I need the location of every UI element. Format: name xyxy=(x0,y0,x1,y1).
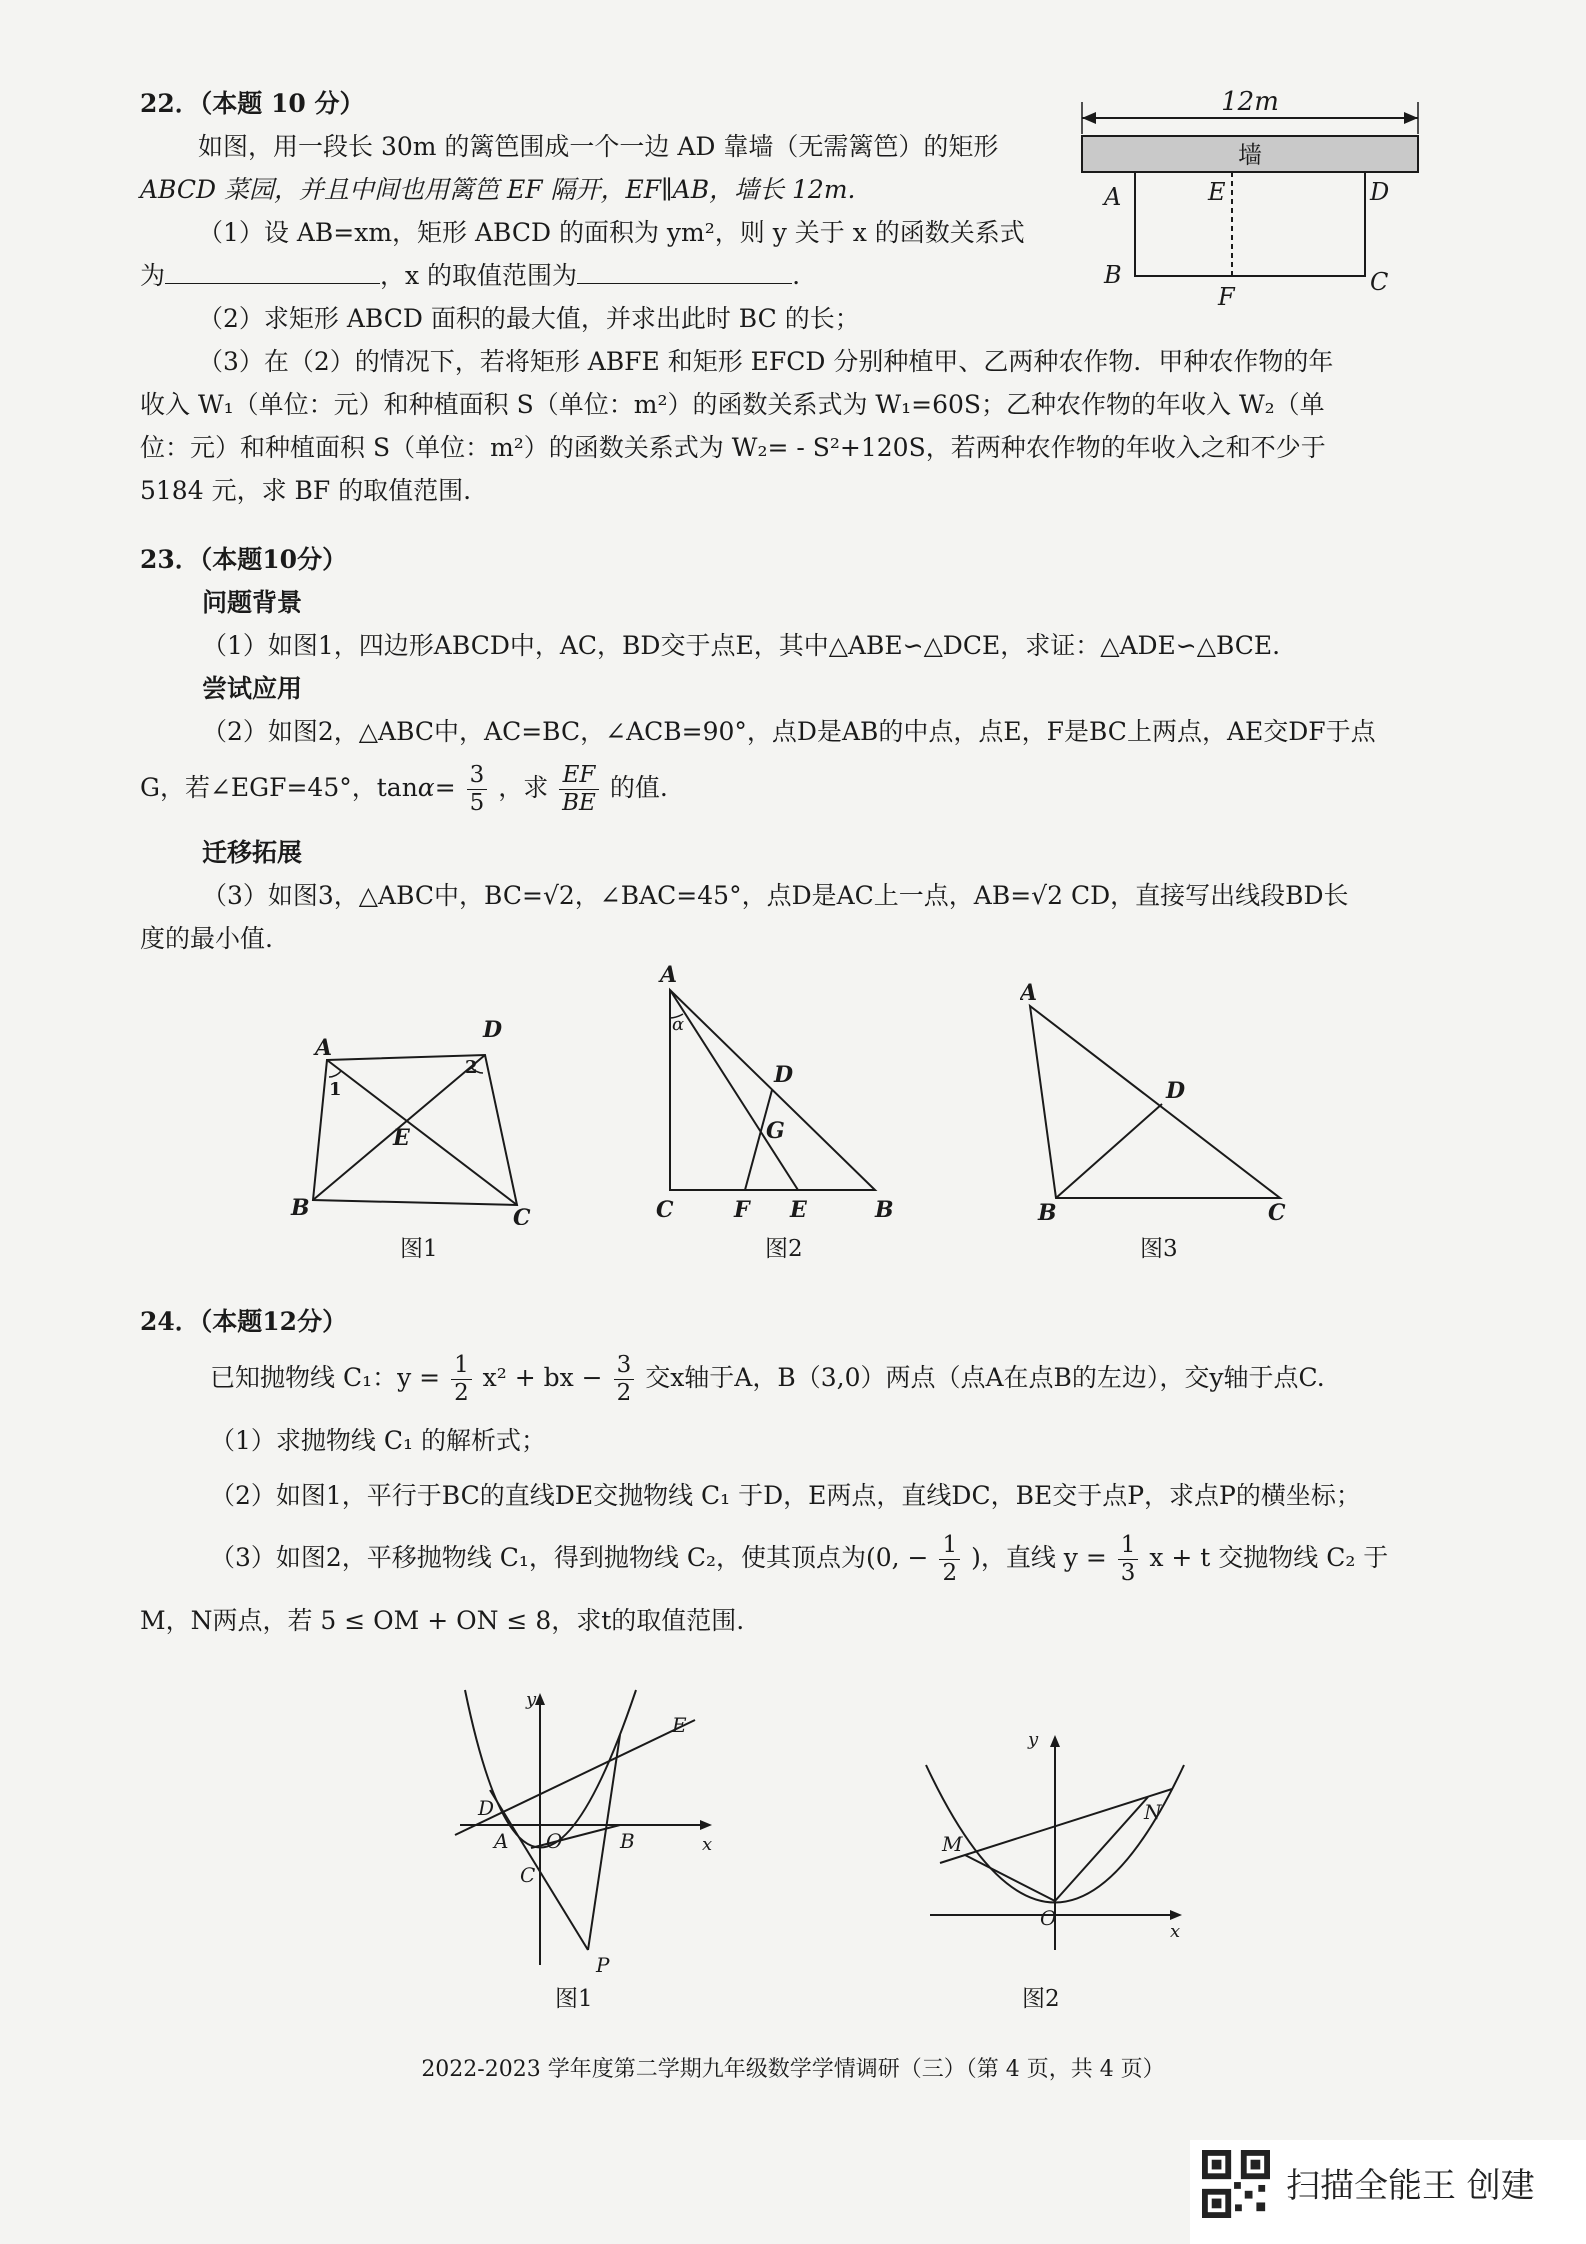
scanner-watermark xyxy=(1190,2140,1586,2244)
origin-label: O xyxy=(1040,1906,1057,1930)
fraction-neg-half xyxy=(939,1532,960,1587)
fence-abcd xyxy=(1135,172,1365,276)
point-e-label: E xyxy=(672,1713,687,1737)
point-e-label: E xyxy=(393,1125,410,1151)
point-b-label: B xyxy=(1104,261,1122,289)
answer-blank-range[interactable] xyxy=(577,257,792,284)
angle-1-label: 1 xyxy=(329,1079,342,1100)
q22-part1-a: （1）设 AB=xm，矩形 ABCD 的面积为 ym²，则 y 关于 x 的函数关系式 xyxy=(198,218,1025,247)
segment-bc xyxy=(531,1825,620,1848)
fraction-one-third xyxy=(1118,1532,1139,1587)
scanner-app-label: 扫描全能王 创建 xyxy=(1286,2166,1535,2206)
point-g-label: G xyxy=(766,1118,785,1144)
q24-heading: 24．（本题12分） xyxy=(140,1307,348,1336)
point-a-label: A xyxy=(660,962,678,988)
q22-part2: （2）求矩形 ABCD 面积的最大值，并求出此时 BC 的长； xyxy=(198,304,860,333)
triangle-abc xyxy=(1030,1006,1280,1198)
point-d-label: D xyxy=(1370,178,1390,206)
fraction-ef-be xyxy=(559,762,599,817)
parabola-c1 xyxy=(465,1690,636,1848)
q23-section-background: 问题背景 xyxy=(202,588,303,617)
arrow-right-icon xyxy=(1404,112,1418,124)
point-d-label: D xyxy=(483,1017,503,1043)
point-a-label: A xyxy=(1020,980,1038,1006)
point-m-label: M xyxy=(942,1832,963,1856)
q24-part3-end: x + t 交抛物线 C₂ 于 xyxy=(1149,1543,1389,1572)
fraction-numerator: 3 xyxy=(467,762,488,790)
q23-part2-mid: ，求 xyxy=(498,773,549,802)
fraction-denominator: BE xyxy=(562,790,596,816)
point-b-label: B xyxy=(1038,1200,1057,1226)
point-e-label: E xyxy=(1208,178,1226,206)
y-axis-label: y xyxy=(1028,1729,1039,1750)
q24-part3-a xyxy=(140,1523,1450,1593)
point-c-label: C xyxy=(656,1197,674,1223)
fraction-denominator: 3 xyxy=(1120,1560,1136,1586)
q24-fig1-caption: 图1 xyxy=(555,1986,593,2012)
angle-1-arc xyxy=(329,1071,341,1077)
q24-figure-2 xyxy=(920,1725,1190,1960)
x-axis-arrow-icon xyxy=(1170,1910,1182,1920)
q23-part2-end: 的值. xyxy=(609,773,668,802)
point-b-label: B xyxy=(875,1197,894,1223)
q23-part2-a: （2）如图2，△ABC中，AC=BC，∠ACB=90°，点D是AB的中点，点E，F是BC上两点，AE交DF于点 xyxy=(202,717,1376,746)
point-a-label: A xyxy=(315,1035,333,1061)
q22-part3 xyxy=(140,340,1450,512)
y-axis-arrow-icon xyxy=(535,1693,545,1705)
q23-part3-a: （3）如图3，△ABC中，BC=√2，∠BAC=45°，点D是AC上一点，AB=√2 CD，直接写出线段BD长 xyxy=(202,881,1349,910)
q23-section-apply: 尝试应用 xyxy=(202,674,303,703)
q22-part3-c: 位：元）和种植面积 S（单位：m²）的函数关系式为 W₂= - S²+120S，若两种农作物的年收入之和不少于 xyxy=(140,433,1326,462)
x-axis-label: x xyxy=(1170,1921,1181,1942)
point-c-label: C xyxy=(513,1205,531,1225)
q22-part3-d: 5184 元，求 BF 的取值范围. xyxy=(140,476,472,505)
q24-part3-mid: )，直线 y = xyxy=(971,1543,1107,1572)
q22-garden-figure xyxy=(1060,80,1440,310)
q24-part3-b: M，N两点，若 5 ≤ OM + ON ≤ 8，求t的取值范围. xyxy=(140,1606,745,1635)
point-b-label: B xyxy=(291,1195,310,1221)
diagonal-ac xyxy=(327,1060,517,1205)
q22-heading: 22．（本题 10 分） xyxy=(140,89,365,118)
angle-2-label: 2 xyxy=(465,1057,478,1078)
point-e-label: E xyxy=(790,1197,807,1223)
fraction-one-half xyxy=(451,1352,472,1407)
segment-bd xyxy=(1056,1104,1162,1198)
point-p-label: P xyxy=(596,1953,610,1977)
q23-fig1-caption: 图1 xyxy=(400,1236,438,1262)
q23-fig3-caption: 图3 xyxy=(1140,1236,1178,1262)
segment-om xyxy=(965,1855,1055,1901)
question-23 xyxy=(140,538,1450,960)
q23-part2-b xyxy=(140,753,1450,823)
q24-stem xyxy=(140,1343,1450,1413)
page-footer: 2022-2023 学年度第二学期九年级数学学情调研（三）（第 4 页，共 4 页） xyxy=(421,2057,1165,2082)
fraction-numerator: 3 xyxy=(614,1352,635,1380)
point-c-label: C xyxy=(1268,1200,1286,1226)
q23-figure-3 xyxy=(1020,980,1320,1230)
q24-stem-pre: 已知抛物线 C₁：y = xyxy=(210,1363,441,1392)
q22-text-1b: ABCD 菜园，并且中间也用篱笆 EF 隔开，EF∥AB，墙长 12m. xyxy=(140,175,856,204)
q22-part1-b xyxy=(140,254,1080,297)
answer-blank-function[interactable] xyxy=(165,257,380,284)
q22-part1-end: . xyxy=(792,261,801,290)
q23-part1: （1）如图1，四边形ABCD中，AC，BD交于点E，其中△ABE∽△DCE，求证：△ADE∽△BCE. xyxy=(202,631,1281,660)
point-d-label: D xyxy=(1166,1078,1186,1104)
fraction-numerator: EF xyxy=(559,762,599,790)
fraction-numerator: 1 xyxy=(939,1532,960,1560)
point-c-label: C xyxy=(1370,268,1389,296)
x-axis-arrow-icon xyxy=(700,1820,712,1830)
fraction-numerator: 1 xyxy=(1118,1532,1139,1560)
fraction-denominator: 2 xyxy=(454,1380,469,1406)
q23-section-extend: 迁移拓展 xyxy=(202,838,303,867)
q22-part3-b: 收入 W₁（单位：元）和种植面积 S（单位：m²）的函数关系式为 W₁=60S；乙种农作物的年收入 W₂（单 xyxy=(140,390,1325,419)
q22-part1-mid: ，x 的取值范围为 xyxy=(380,261,578,290)
q24-fig2-caption: 图2 xyxy=(1022,1986,1060,2012)
point-c-label: C xyxy=(520,1863,536,1887)
q23-part2-pre: G，若∠EGF=45°，tan xyxy=(140,773,418,802)
question-22 xyxy=(140,82,1080,340)
alpha-label: α xyxy=(672,1014,685,1035)
fraction-denominator: 2 xyxy=(942,1560,958,1586)
q24-stem-end: 交x轴于A，B（3,0）两点（点A在点B的左边），交y轴于点C. xyxy=(645,1363,1325,1392)
q23-eq: = xyxy=(434,773,456,802)
q24-part2: （2）如图1，平行于BC的直线DE交抛物线 C₁ 于D，E两点，直线DC，BE交于点P，求点P的横坐标； xyxy=(210,1481,1361,1510)
q22-text-1a: 如图，用一段长 30m 的篱笆围成一个一边 AD 靠墙（无需篱笆）的矩形 xyxy=(198,132,999,161)
point-a-label: A xyxy=(494,1829,509,1853)
q23-figure-2 xyxy=(650,960,910,1230)
dimension-label: 12m xyxy=(1221,87,1279,117)
segment-ae xyxy=(670,990,798,1190)
q23-heading: 23．（本题10分） xyxy=(140,545,348,574)
x-axis-label: x xyxy=(702,1834,713,1855)
point-f-label: F xyxy=(1218,283,1235,310)
q24-part1: （1）求抛物线 C₁ 的解析式； xyxy=(210,1426,546,1455)
fraction-tan xyxy=(467,762,488,817)
q22-part1-pre: 为 xyxy=(140,261,166,290)
y-axis-label: y xyxy=(526,1689,537,1710)
fraction-denominator: 5 xyxy=(469,790,485,816)
q23-alpha: α xyxy=(417,773,435,802)
point-d-label: D xyxy=(774,1062,794,1088)
q24-figure-1 xyxy=(440,1680,740,1980)
point-d-label: D xyxy=(478,1796,495,1820)
fraction-numerator: 1 xyxy=(451,1352,472,1380)
qr-code-icon xyxy=(1202,2150,1270,2218)
point-f-label: F xyxy=(734,1197,750,1223)
q24-stem-mid: x² + bx − xyxy=(482,1363,603,1392)
triangle-abc xyxy=(670,990,875,1190)
q23-fig2-caption: 图2 xyxy=(765,1236,803,1262)
question-24 xyxy=(140,1300,1450,1648)
q22-part3-a: （3）在（2）的情况下，若将矩形 ABFE 和矩形 EFCD 分别种植甲、乙两种农作物．甲种农作物的年 xyxy=(198,347,1334,376)
fraction-three-halves xyxy=(614,1352,635,1407)
point-b-label: B xyxy=(620,1829,635,1853)
point-n-label: N xyxy=(1144,1800,1162,1824)
fraction-denominator: 2 xyxy=(616,1380,632,1406)
q23-part3-b: 度的最小值. xyxy=(140,924,273,953)
q24-part3-pre: （3）如图2，平移抛物线 C₁，得到抛物线 C₂，使其顶点为(0, − xyxy=(210,1543,929,1572)
q23-figure-1 xyxy=(285,1005,545,1225)
origin-label: O xyxy=(546,1829,563,1853)
arrow-left-icon xyxy=(1082,112,1096,124)
wall-label: 墙 xyxy=(1238,141,1262,169)
line-be xyxy=(588,1735,620,1950)
y-axis-arrow-icon xyxy=(1050,1735,1060,1747)
point-a-label: A xyxy=(1104,183,1122,211)
